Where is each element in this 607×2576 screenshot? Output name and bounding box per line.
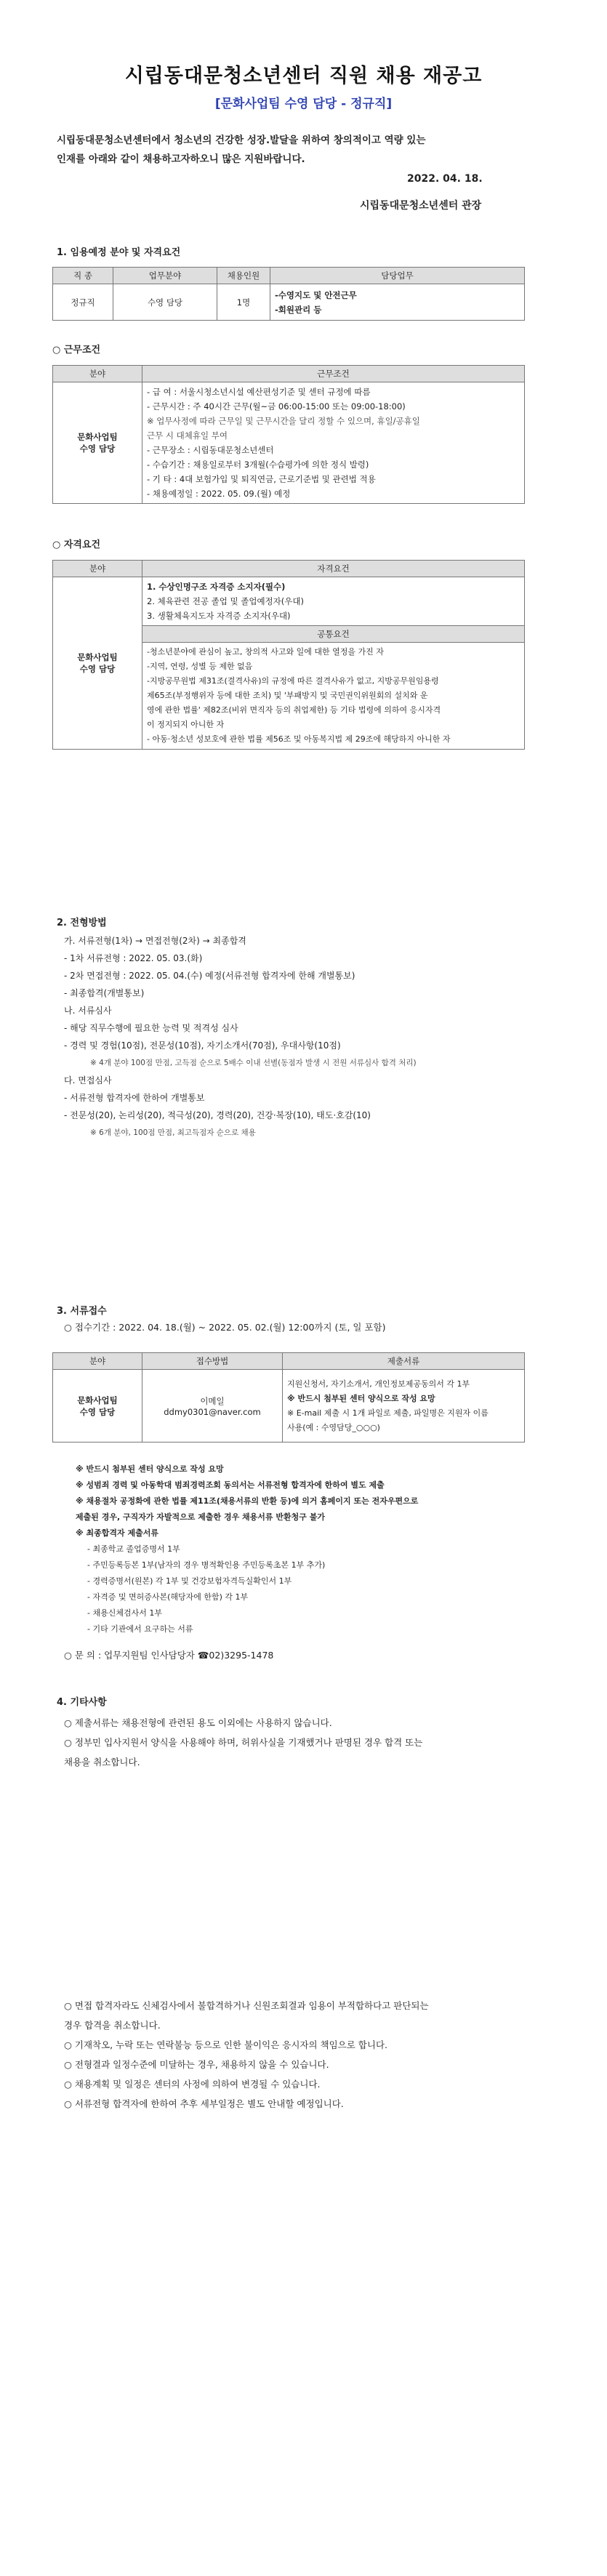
submission-table: [52, 1352, 525, 1443]
process-line: - 2차 면접전형 : 2022. 05. 04.(수) 예정(서류전형 합격자에 한해 개별통보): [64, 971, 355, 981]
process-line: - 경력 및 경험(10점), 전문성(10점), 자기소개서(70점), 우대사항(10점): [64, 1040, 341, 1051]
notice-list: [64, 1713, 422, 1772]
qualification-item: 3. 생활체육지도자 자격증 소지자(우대): [147, 611, 291, 621]
method-line: 이메일: [200, 1395, 225, 1406]
process-line: - 전문성(20), 논리성(20), 적극성(20), 경력(20), 건강·복장(10), 태도·호감(10): [64, 1110, 371, 1120]
field-line: 수영 담당: [79, 1406, 116, 1417]
section3-title: 3. 서류접수: [57, 1306, 107, 1317]
condition-item: - 근무장소 : 시립동대문청소년센터: [147, 445, 274, 455]
process-line: - 서류전형 합격자에 한하여 개별통보: [64, 1093, 205, 1103]
submission-notes: [76, 1461, 418, 1637]
process-line: 가. 서류전형(1차) → 면접전형(2차) → 최종합격: [64, 936, 246, 946]
doc-note: 사용(예 : 수영담당_○○○): [287, 1422, 380, 1432]
cell-count: 1명: [217, 284, 270, 321]
section4-title: 4. 기타사항: [57, 1697, 107, 1708]
field-line: 수영 담당: [79, 444, 116, 454]
notice-item: 경우 합격을 취소합니다.: [64, 2020, 161, 2031]
page-title: 시립동대문청소년센터 직원 채용 재공고: [124, 65, 483, 87]
col-header: 분야: [53, 561, 142, 577]
submission-note: ※ 반드시 첨부된 센터 양식으로 작성 요망: [76, 1464, 224, 1474]
final-doc-item: - 채용신체검사서 1부: [87, 1608, 162, 1618]
submission-note: ※ 채용절차 공정화에 관한 법률 제11조(채용서류의 반환 등)에 의거 홈페이지 또는 전자우편으로: [76, 1496, 419, 1506]
condition-item: - 수습기간 : 채용일로부터 3개월(수습평가에 의한 정식 발령): [147, 460, 369, 470]
announce-date: 2022. 04. 18.: [407, 173, 483, 185]
process-line: - 1차 서류전형 : 2022. 05. 03.(화): [64, 953, 203, 963]
cell-field: [53, 382, 142, 504]
col-header: 채용인원: [217, 268, 270, 284]
cell-documents: [283, 1370, 525, 1443]
qualification-title: ○ 자격요건: [52, 539, 101, 550]
field-line: 문화사업팀: [77, 652, 118, 662]
common-item: -지방공무원법 제31조(결격사유)의 규정에 따른 결격사유가 없고, 지방공무원임용령: [147, 676, 439, 686]
col-header: 접수방법: [142, 1353, 283, 1370]
submission-note: ※ 성범죄 경력 및 아동학대 범죄경력조회 동의서는 서류전형 합격자에 한하여 별도 제출: [76, 1480, 385, 1490]
cell-conditions: [142, 382, 525, 504]
notice-item: ○ 기재착오, 누락 또는 연락불능 등으로 인한 불이익은 응시자의 책임으로 합니다.: [64, 2039, 387, 2050]
announce-org: 시립동대문청소년센터 관장: [360, 200, 482, 212]
field-line: 문화사업팀: [77, 432, 118, 442]
common-item: 이 정지되지 아니한 자: [147, 720, 225, 729]
duty-item: -수영지도 및 안전근무: [275, 289, 357, 300]
final-doc-item: - 경력증명서(원본) 각 1부 및 건강보험자격득실확인서 1부: [87, 1576, 292, 1586]
notice-item: ○ 전형결과 일정수준에 미달하는 경우, 채용하지 않을 수 있습니다.: [64, 2059, 329, 2070]
col-header: 자격요건: [142, 561, 525, 577]
cell-qualifications: [142, 577, 525, 626]
notice-item: ○ 면접 합격자라도 신체검사에서 불합격하거나 신원조회결과 임용이 부적합하다고 판단되는: [64, 2000, 429, 2011]
common-item: - 아동·청소년 성보호에 관한 법률 제56조 및 아동복지법 제 29조에 해당하지 아니한 자: [147, 734, 451, 744]
cell-common: [142, 643, 525, 750]
cell-field: 수영 담당: [113, 284, 217, 321]
selection-process: [64, 932, 417, 1141]
common-item: 제65조(부정행위자 등에 대한 조치) 및 '부패방지 및 국민권익위원회의 설치와 운: [147, 691, 428, 700]
doc-note: ※ 반드시 첨부된 센터 양식으로 작성 요망: [287, 1393, 435, 1403]
cell-field: [53, 1370, 142, 1443]
submission-note: ※ 최종합격자 제출서류: [76, 1528, 158, 1538]
condition-item: - 기 타 : 4대 보험가입 및 퇴직연금, 근로기준법 및 관련법 적용: [147, 474, 376, 484]
final-doc-item: - 주민등록등본 1부(남자의 경우 병적확인용 주민등록초본 1부 추가): [87, 1560, 326, 1570]
common-item: -지역, 연령, 성별 등 제한 없음: [147, 662, 253, 671]
qualification-item: 2. 체육관련 전공 졸업 및 졸업예정자(우대): [147, 596, 304, 606]
qualification-table: [52, 560, 525, 750]
cell-duties: [270, 284, 525, 321]
col-header: 직 종: [53, 268, 113, 284]
process-line: 다. 면접심사: [64, 1075, 112, 1086]
process-line: - 해당 직무수행에 필요한 능력 및 적격성 심사: [64, 1023, 238, 1033]
submission-note: 제출된 경우, 구직자가 자발적으로 제출한 경우 채용서류 반환청구 불가: [76, 1512, 325, 1522]
section1-title: 1. 임용예정 분야 및 자격요건: [57, 247, 181, 258]
contact-line: ○ 문 의 : 업무지원팀 인사담당자 ☎02)3295-1478: [64, 1650, 274, 1661]
cell-method: [142, 1370, 283, 1443]
col-header: 담당업무: [270, 268, 525, 284]
common-header: 공통요건: [142, 626, 525, 643]
page-subtitle: [문화사업팀 수영 담당 - 정규직]: [214, 97, 393, 111]
condition-note: 근무 시 대체휴일 부여: [147, 430, 228, 441]
col-header: 근무조건: [142, 366, 525, 382]
final-doc-item: - 최종학교 졸업증명서 1부: [87, 1544, 180, 1554]
cell-field: [53, 577, 142, 750]
notice-item: ○ 정부민 입사지원서 양식을 사용해야 하며, 허위사실을 기재했거나 판명된 경우 합격 또는: [64, 1737, 423, 1748]
col-header: 업무분야: [113, 268, 217, 284]
process-line: - 최종합격(개별통보): [64, 988, 145, 998]
cell-type: 정규직: [53, 284, 113, 321]
doc-note: ※ E-mail 제출 시 1개 파일로 제출, 파일명은 지원자 이름: [287, 1408, 489, 1418]
section2-title: 2. 전형방법: [57, 918, 107, 928]
notice-item: ○ 서류전형 합격자에 한하여 추후 세부일정은 별도 안내할 예정입니다.: [64, 2098, 344, 2109]
qualification-item: 1. 수상인명구조 자격증 소지자(필수): [147, 582, 286, 592]
field-line: 문화사업팀: [77, 1395, 118, 1405]
intro-line: 시립동대문청소년센터에서 청소년의 건강한 성장.발달을 위하여 창의적이고 역량 있는: [57, 135, 426, 146]
condition-item: - 채용예정일 : 2022. 05. 09.(월) 예정: [147, 489, 291, 499]
period-line: ○ 접수기간 : 2022. 04. 18.(월) ~ 2022. 05. 02.(월) 12:00까지 (토, 일 포함): [64, 1322, 386, 1333]
common-item: -청소년분야에 관심이 높고, 창의적 사고와 일에 대한 열정을 가진 자: [147, 647, 384, 657]
col-header: 분야: [53, 1353, 142, 1370]
condition-item: - 급 여 : 서울시청소년시설 예산편성기준 및 센터 규정에 따름: [147, 387, 371, 397]
email-address[interactable]: ddmy0301@naver.com: [164, 1406, 261, 1417]
field-line: 수영 담당: [79, 664, 116, 674]
process-note: ※ 6개 분야, 100점 만점, 최고득점자 순으로 채용: [90, 1128, 256, 1137]
col-header: 분야: [53, 366, 142, 382]
notice-item: 채용을 취소합니다.: [64, 1757, 140, 1768]
condition-item: - 근무시간 : 주 40시간 근무(월~금 06:00-15:00 또는 09:00-18:00): [147, 401, 406, 412]
position-table: [52, 267, 525, 321]
duty-item: -회원관리 등: [275, 304, 322, 315]
process-note: ※ 4개 분야 100점 만점, 고득점 순으로 5배수 이내 선별(동점자 발생 시 전원 서류심사 합격 처리): [90, 1059, 417, 1067]
notice-list-2: [64, 1996, 429, 2114]
final-doc-item: - 자격증 및 면허증사본(해당자에 한함) 각 1부: [87, 1592, 249, 1602]
intro-line: 인재를 아래와 같이 채용하고자하오니 많은 지원바랍니다.: [57, 153, 305, 165]
work-conditions-table: [52, 365, 525, 504]
process-line: 나. 서류심사: [64, 1006, 112, 1016]
notice-item: ○ 제출서류는 채용전형에 관련된 용도 이외에는 사용하지 않습니다.: [64, 1717, 332, 1728]
final-doc-item: - 기타 기관에서 요구하는 서류: [87, 1624, 193, 1634]
intro-text: [57, 131, 551, 169]
condition-note: ※ 업무사정에 따라 근무일 및 근무시간을 달리 정할 수 있으며, 휴일/공휴일: [147, 416, 420, 426]
common-item: 영에 관한 법률' 제82조(비위 면직자 등의 취업제한) 등 기타 법령에 의하여 응시자격: [147, 705, 441, 715]
col-header: 제출서류: [283, 1353, 525, 1370]
work-conditions-title: ○ 근무조건: [52, 345, 101, 356]
notice-item: ○ 채용계획 및 일정은 센터의 사정에 의하여 변경될 수 있습니다.: [64, 2079, 321, 2090]
doc-line: 지원신청서, 자기소개서, 개인정보제공동의서 각 1부: [287, 1379, 470, 1389]
